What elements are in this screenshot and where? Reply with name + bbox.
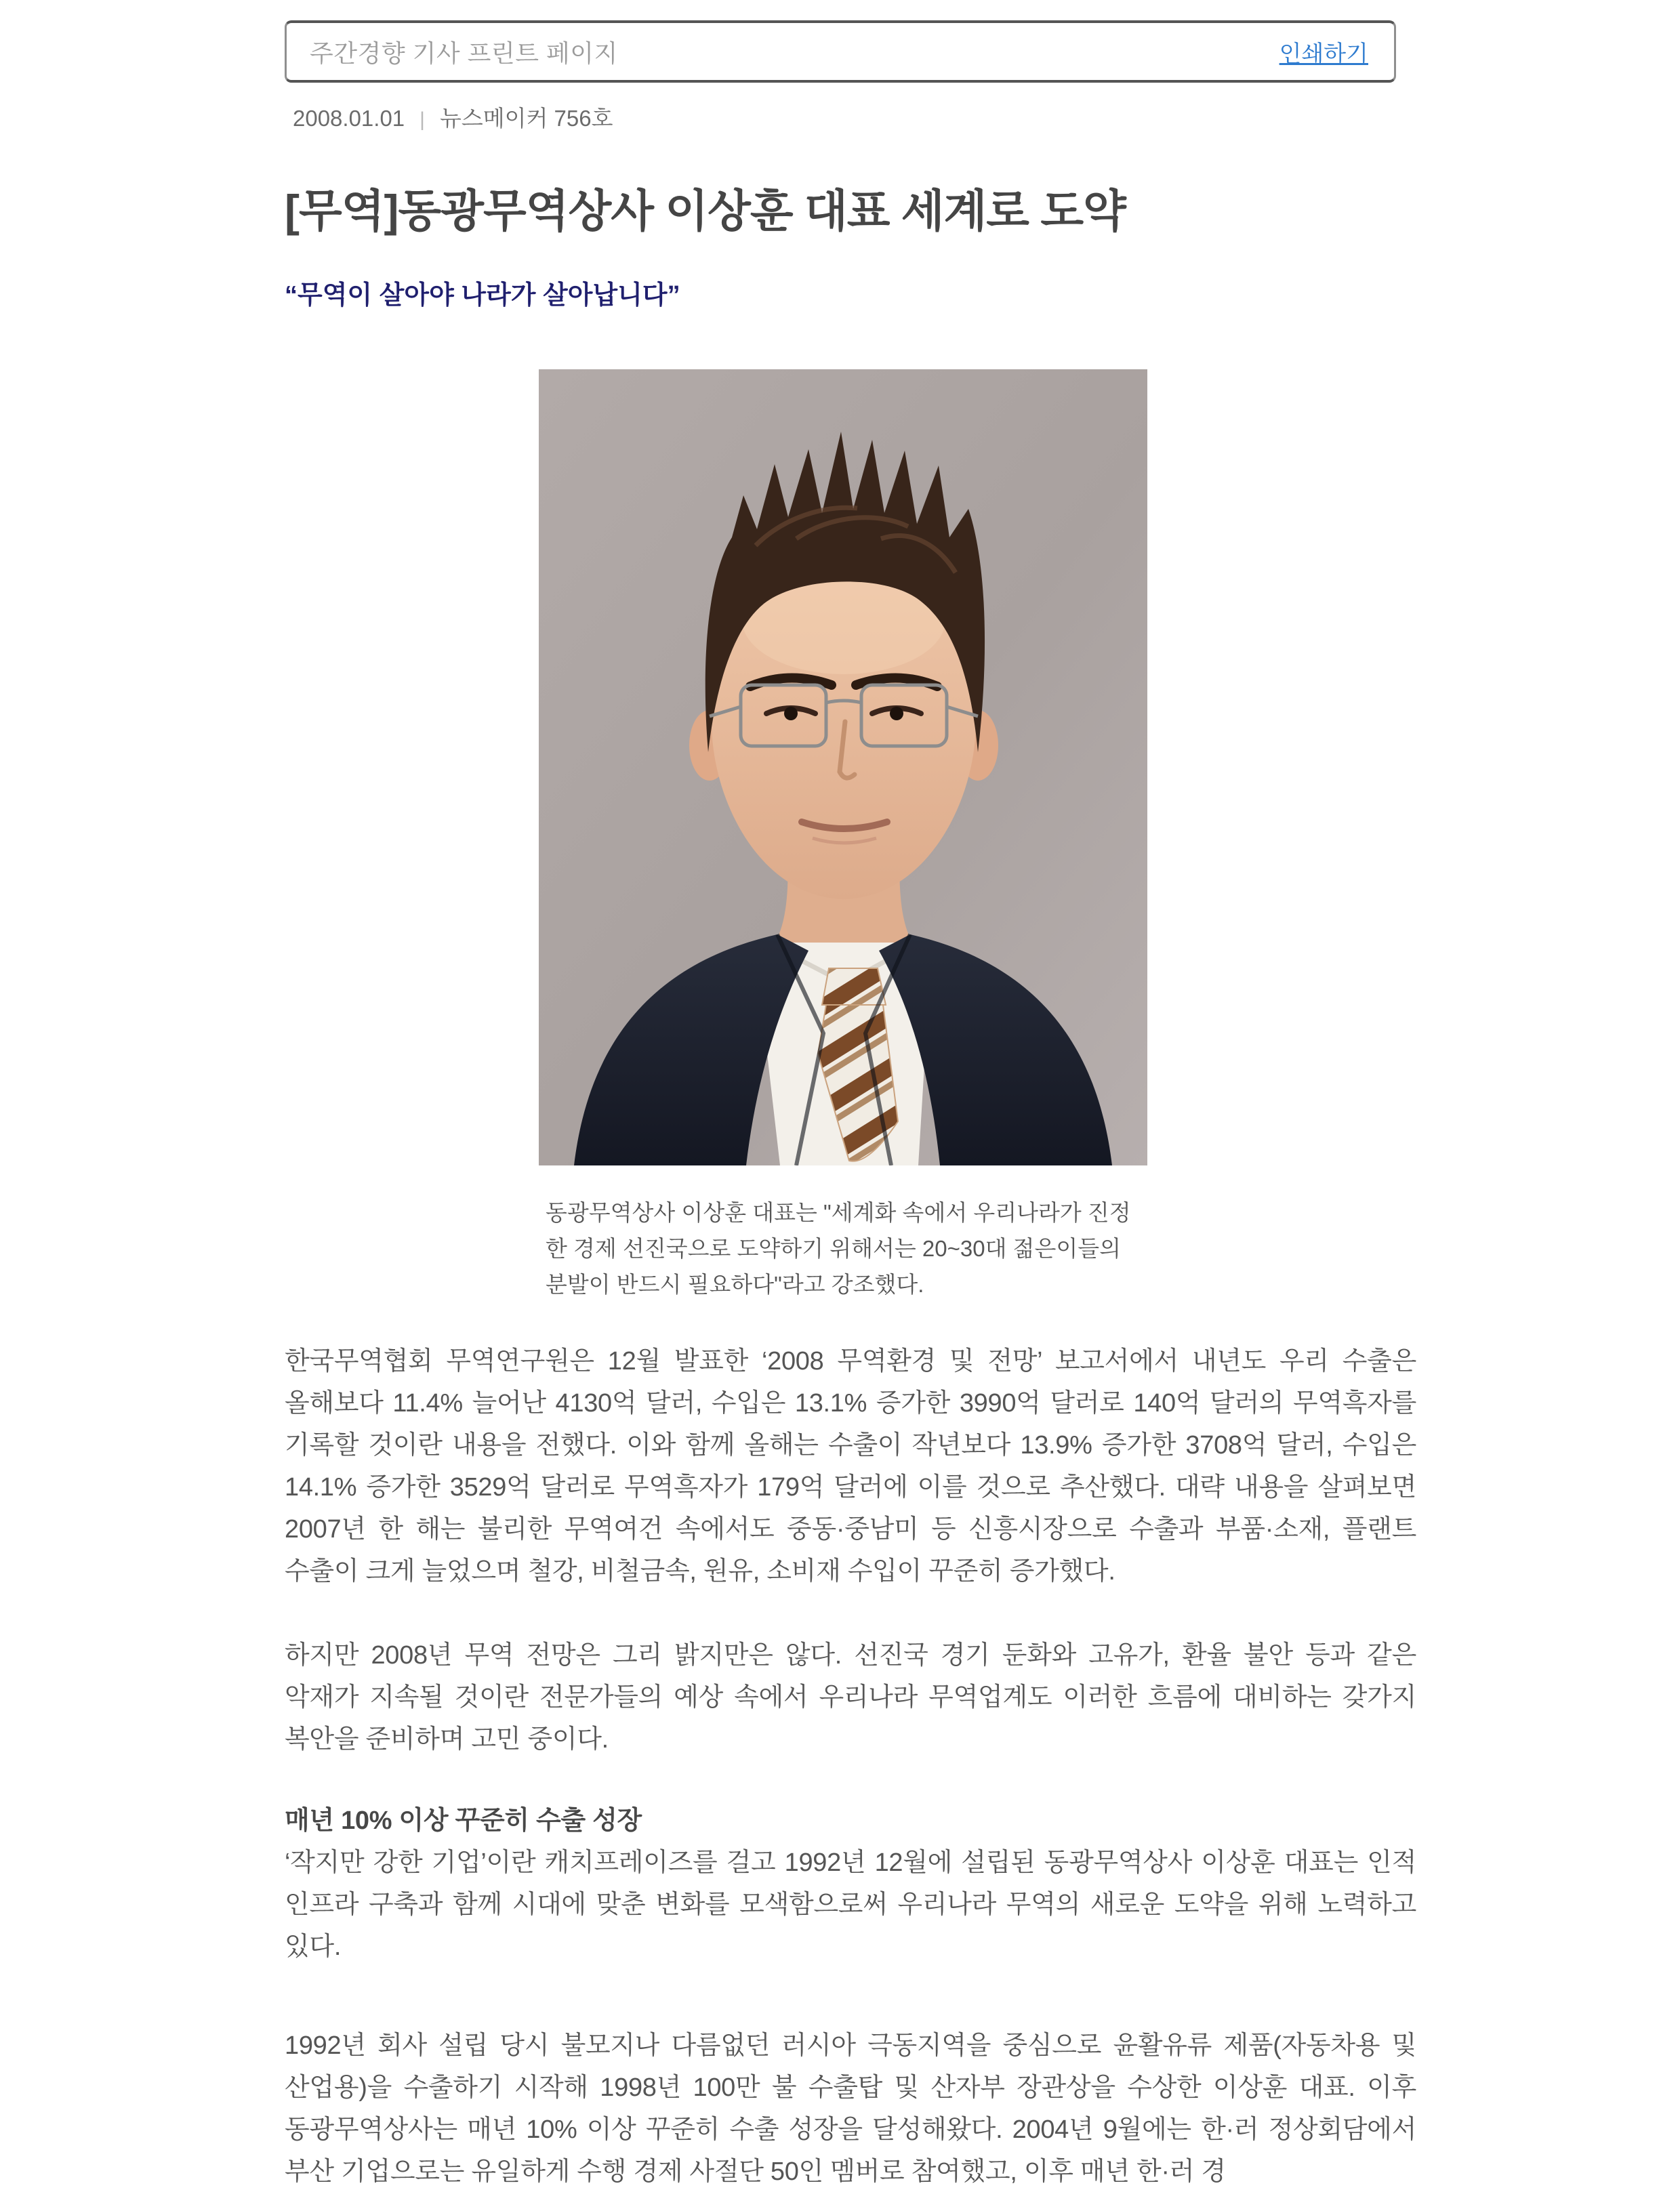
body-paragraph-4: 1992년 회사 설립 당시 불모지나 다름없던 러시아 극동지역을 중심으로 윤활유류 제품(자동차용 및 산업용)을 수출하기 시작해 1998년 100만 불 수출탑 및 산자부 장관상을 수상한 이상훈 대표. 이후 동광무역상사는 매년 10% 이상 꾸준히 수출 성장을 달성해왔다. 2004년 9월에는 한·러 정상회담에서 부산 기업으로는 유일하게 수행 경제 사절단 50인 멤버로 참여했고, 이후 매년 한·러 경 xyxy=(285,2031,1416,2186)
print-header-box xyxy=(285,20,1396,83)
photo-caption: 동광무역상사 이상훈 대표는 "세계화 속에서 우리나라가 진정한 경제 선진국으로 도약하기 위해서는 20~30대 젊은이들의 분발이 반드시 필요하다"라고 강조했다. xyxy=(546,1200,1131,1297)
meta-separator: | xyxy=(419,108,425,131)
article-subtitle: “무역이 살아야 나라가 살아납니다” xyxy=(285,281,680,310)
publish-date: 2008.01.01 xyxy=(293,106,405,131)
portrait-photo-figure xyxy=(539,369,1147,1302)
section-heading: 매년 10% 이상 꾸준히 수출 성장 xyxy=(285,1806,642,1835)
body-paragraph-1: 한국무역협회 무역연구원은 12월 발표한 ‘2008 무역환경 및 전망’ 보고서에서 내년도 우리 수출은 올해보다 11.4% 늘어난 4130억 달러, 수입은 13.1% 증가한 3990억 달러로 140억 달러의 무역흑자를 기록할 것이란 내용을 전했다. 이와 함께 올해는 수출이 작년보다 13.9% 증가한 3708억 달러, 수입은 14.1% 증가한 3529억 달러로 무역흑자가 179억 달러에 이를 것으로 추산했다. 대략 내용을 살펴보면 2007년 한 해는 불리한 무역여건 속에서도 중동·중남미 등 신흥시장으로 수출과 부품·소재, 플랜트 수출이 크게 늘었으며 철강, 비철금속, 원유, 소비재 수입이 꾸준히 증가했다. xyxy=(285,1347,1416,1586)
body-paragraph-3: ‘작지만 강한 기업’이란 캐치프레이즈를 걸고 1992년 12월에 설립된 동광무역상사 이상훈 대표는 인적 인프라 구축과 함께 시대에 맞춘 변화를 모색함으로써 우리나라 무역의 새로운 도약을 위해 노력하고 있다. xyxy=(285,1848,1416,1961)
body-paragraph-2: 하지만 2008년 무역 전망은 그리 밝지만은 않다. 선진국 경기 둔화와 고유가, 환율 불안 등과 같은 악재가 지속될 것이란 전문가들의 예상 속에서 우리나라 무역업계도 이러한 흐름에 대비하는 갖가지 복안을 준비하며 고민 중이다. xyxy=(285,1641,1416,1754)
article-title: [무역]동광무역상사 이상훈 대표 세계로 도약 xyxy=(285,186,1126,236)
portrait-photo xyxy=(539,369,1147,1165)
print-page-title: 주간경향 기사 프린트 페이지 xyxy=(310,39,618,67)
print-button[interactable]: 인쇄하기 xyxy=(1279,41,1368,67)
issue-number: 뉴스메이커 756호 xyxy=(439,106,613,131)
article-meta xyxy=(285,103,1416,133)
